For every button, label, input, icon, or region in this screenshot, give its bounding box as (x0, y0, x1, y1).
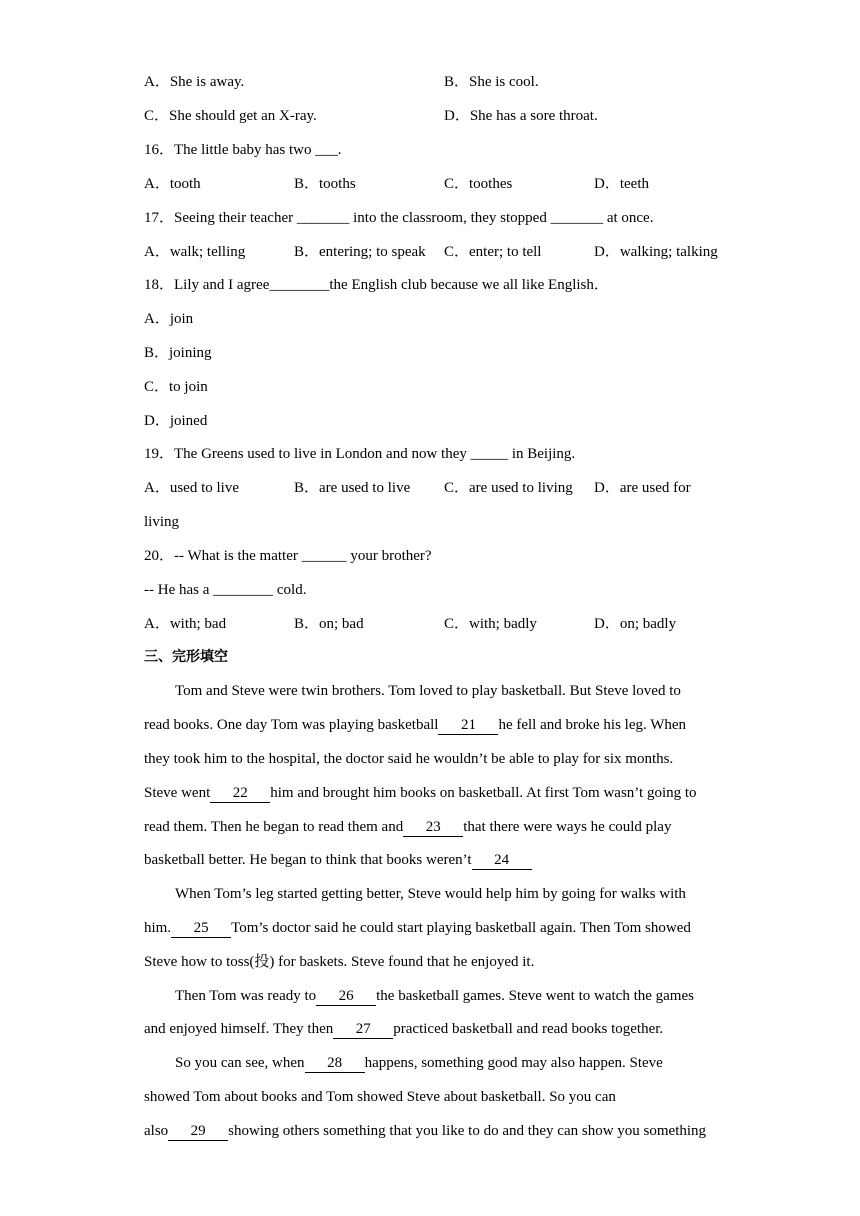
passage-text: that there were ways he could play (463, 819, 672, 835)
q18-option-c: C．to join (144, 379, 208, 395)
cloze-blank-28: 28 (305, 1054, 365, 1073)
passage-line (144, 1019, 663, 1039)
section-heading-cloze: 三、完形填空 (144, 649, 228, 665)
q15-option-b: B．She is cool. (444, 74, 539, 90)
q19-stem: 19．The Greens used to live in London and now they _____ in Beijing. (144, 446, 576, 462)
cloze-blank-26: 26 (316, 987, 376, 1006)
q20-option-c: C．with; badly (444, 616, 537, 632)
q17-option-d: D．walking; talking (594, 244, 718, 260)
q16-option-d: D．teeth (594, 176, 649, 192)
passage-text: Then Tom was ready to (175, 988, 317, 1004)
passage-text: practiced basketball and read books together. (393, 1021, 664, 1037)
cloze-blank-23: 23 (403, 818, 463, 837)
q16-option-a: A．tooth (144, 176, 201, 192)
q20-option-d: D．on; badly (594, 616, 677, 632)
q18-option-b: B．joining (144, 345, 212, 361)
passage-text: and enjoyed himself. They then (144, 1021, 334, 1037)
passage-line: When Tom’s leg started getting better, Steve would help him by going for walks with (175, 886, 686, 902)
q19-option-d: D．are used for (594, 480, 691, 496)
q19-option-c: C．are used to living (444, 480, 573, 496)
passage-text: happens, something good may also happen. Steve (364, 1055, 663, 1071)
passage-text: basketball better. He began to think that books weren’t (144, 852, 472, 868)
cloze-blank-22: 22 (210, 784, 270, 803)
passage-line (144, 783, 697, 803)
passage-line: showed Tom about books and Tom showed Steve about basketball. So you can (144, 1089, 616, 1105)
q20-stem-second-line: -- He has a ________ cold. (144, 582, 307, 598)
passage-line (144, 715, 686, 735)
q19-option-b: B．are used to live (294, 480, 411, 496)
passage-line (144, 817, 671, 837)
q20-option-b: B．on; bad (294, 616, 364, 632)
q17-option-b: B．entering; to speak (294, 244, 426, 260)
cloze-blank-27: 27 (333, 1020, 393, 1039)
passage-text: also (144, 1123, 169, 1139)
passage-text: Steve went (144, 785, 211, 801)
q20-stem: 20．-- What is the matter ______ your brother? (144, 548, 432, 564)
q18-option-d: D．joined (144, 413, 208, 429)
passage-text: read them. Then he began to read them and (144, 819, 404, 835)
q16-option-b: B．tooths (294, 176, 356, 192)
cloze-blank-25: 25 (171, 919, 231, 938)
q17-option-c: C．enter; to tell (444, 244, 542, 260)
passage-text: read books. One day Tom was playing basketball (144, 717, 439, 733)
passage-line (175, 1053, 663, 1073)
passage-text: Tom’s doctor said he could start playing basketball again. Then Tom showed (231, 920, 691, 936)
cloze-blank-21: 21 (438, 716, 498, 735)
passage-text: showing others something that you like to do and they can show you something (228, 1123, 707, 1139)
passage-line (144, 918, 691, 938)
passage-text: the basketball games. Steve went to watch the games (376, 988, 694, 1004)
q15-option-a: A．She is away. (144, 74, 245, 90)
passage-line (144, 1121, 706, 1141)
q15-option-d: D．She has a sore throat. (444, 108, 598, 124)
passage-text: him and brought him books on basketball. At first Tom wasn’t going to (270, 785, 697, 801)
passage-text: he fell and broke his leg. When (498, 717, 687, 733)
q19-option-a: A．used to live (144, 480, 239, 496)
q18-option-a: A．join (144, 311, 194, 327)
q16-option-c: C．toothes (444, 176, 513, 192)
passage-line: Steve how to toss(投) for baskets. Steve found that he enjoyed it. (144, 954, 535, 970)
q15-option-c: C．She should get an X-ray. (144, 108, 317, 124)
passage-line: Tom and Steve were twin brothers. Tom loved to play basketball. But Steve loved to (175, 683, 681, 699)
passage-line (175, 986, 694, 1006)
q20-option-a: A．with; bad (144, 616, 227, 632)
passage-line: they took him to the hospital, the doctor said he wouldn’t be able to play for six months. (144, 751, 674, 767)
q18-stem: 18．Lily and I agree________the English club because we all like English． (144, 277, 609, 293)
q16-stem: 16．The little baby has two ___. (144, 142, 342, 158)
q17-option-a: A．walk; telling (144, 244, 246, 260)
passage-line (144, 850, 532, 870)
cloze-blank-29: 29 (168, 1122, 228, 1141)
q19-option-d-continued: living (144, 514, 180, 530)
cloze-blank-24: 24 (472, 851, 532, 870)
passage-text: So you can see, when (175, 1055, 305, 1071)
q17-stem: 17．Seeing their teacher _______ into the classroom, they stopped _______ at once. (144, 210, 654, 226)
passage-text: him. (144, 920, 172, 936)
